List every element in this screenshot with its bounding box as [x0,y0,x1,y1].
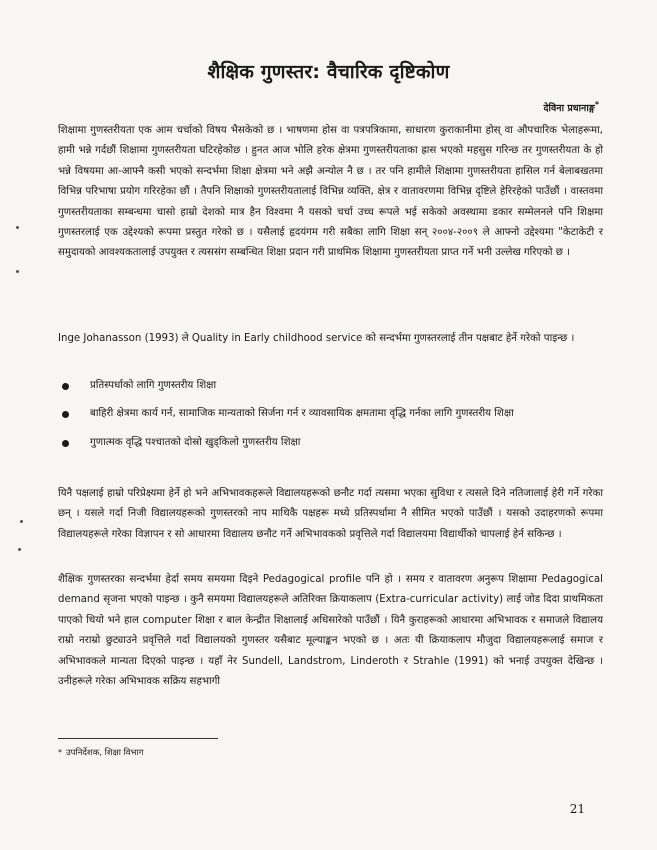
bullet-icon [62,411,69,418]
bullet-icon [62,383,69,390]
footnote-text: उपनिर्देशक, शिक्षा विभाग [66,748,144,758]
list-item [58,376,603,396]
bullet-icon [62,440,69,447]
scan-speck [16,226,19,229]
footnote-divider [58,738,218,739]
list-item [58,433,603,453]
paragraph-3: यिनै पक्षलाई हाम्रो परिप्रेक्ष्यमा हेर्ने हो भने अभिभावकहरूले विद्यालयहरूको छनौट गर्दा त्यसमा भएका सुविधा र त्यसले दिने नतिजालाई हेरी गर्ने गरेका छन् । यसले गर्दा निजी विद्यालयहरूको गुणस्तरको नाप माथिकै पक्षहरू मध्ये प्रतिस्पर्धामा नै सीमित भएको पाउँछौं । यसको उदाहरणको रूपमा विद्यालयहरूले गरेका विज्ञापन र सो आधारमा विद्यालय छनौट गर्ने अभिभावकको प्रवृत्तिले गर्दा विद्यालयमा विद्यार्थीको चापलाई हेर्न सकिन्छ । [58,488,603,540]
author-text: देविना प्रधानाङ्ग [543,103,595,115]
bullet-text: प्रतिस्पर्धाको लागि गुणस्तरीय शिक्षा [90,380,217,391]
paragraph-2: Inge Johanasson (1993) ले Quality in Early childhood service को सन्दर्भमा गुणस्तरलाई तीन पक्षबाट हेर्ने गरेको पाइन्छ । [58,333,575,344]
author-footnote-mark: * [594,100,599,109]
author-name [544,100,599,114]
paragraph-1: शिक्षामा गुणस्तरीयता एक आम चर्चाको विषय भैसकेको छ । भाषणमा होस वा पत्रपत्रिकामा, साधारण कुराकानीमा होस् वा औपचारिक भेलाहरूमा, हामी भन्ने गर्दछौं शिक्षामा गुणस्तरीयता घटिरहेकोछ । हुनत आज भोलि हरेक क्षेत्रमा गुणस्तरीयताका ह्रास भएको महसुस गरिन्छ तर गुणस्तरीयता के हो भन्ने विषयमा आ-आफ्नै कसी भएको सन्दर्भमा शिक्षा क्षेत्रमा भने अझै अन्योल नै छ । तर पनि हामीले शिक्षामा गुणस्तरीयता हासिल गर्न बेलाबखतमा विभिन्न परिभाषा प्रयोग गरिरहेका छौं । तैपनि शिक्षाको गुणस्तरीयतालाई विभिन्न व्यक्ति, क्षेत्र र वातावरणमा विभिन्न दृष्टिले हेरिरहेको पाउँछौं । वास्तवमा गुणस्तरीयताका सम्बन्धमा चासो हाम्रो देशको मात्र हैन विश्वमा नै यसको चर्चा उच्च रूपले भई सकेको अवस्थामा डकार सम्मेलनले पनि शिक्षमा गुणस्तरलाई एक उद्देश्यको रूपमा प्रस्तुत गरेको छ । यसैलाई हृदयंगम गरी सबैका लागि शिक्षा सन् २००४-२००९ ले आफ्नो उद्देश्यमा "केटाकेटी र समुदायको आवश्यकतालाई उपयुक्त र त्यससंग सम्बन्धित शिक्षा प्रदान गरी प्राथमिक शिक्षामा गुणस्तरीयता प्राप्त गर्ने भनी उल्लेख गरिएको छ । [58,125,603,259]
paragraph-4: शैक्षिक गुणस्तरका सन्दर्भमा हेर्दा समय समयमा दिइने Pedagogical profile पनि हो । समय र वातावरण अनुरूप शिक्षामा Pedagogical demand सृजना भएको पाइन्छ । कुनै समयमा विद्यालयहरूले अतिरिक्त क्रियाकलाप (Extra-curricular activity) लाई जोड दिदा प्राथमिकता पाएको थियो भने हाल computer शिक्षा र बाल केन्द्रीत शिक्षालाई अधिसारेको पाउँछौं । यिनै कुराहरूको आधारमा अभिभावक र समाजले विद्यालय राम्रो नराम्रो छुट्याउने प्रवृत्तिले गर्दा विद्यालयको गुणस्तर यसैबाट मूल्याङ्कन भएको छ । अतः यी क्रियाकलाप मौजुदा विद्यालयहरूलाई समाज र अभिभावकले मान्यता दिएको पाइन्छ । यहाँ नेर Sundell, Landstrom, Linderoth र Strahle (1991) को भनाई उपयुक्त देखिन्छ । उनीहरूले गरेका अभिभावक सक्रिय सहभागी [58,574,603,688]
scan-speck [20,520,23,523]
list-item [58,404,603,424]
footnote [58,747,144,758]
scan-speck [16,270,19,273]
page-title: शैक्षिक गुणस्तर: वैचारिक दृष्टिकोण [207,61,450,83]
bullet-text: गुणात्मक वृद्धि पश्चातको दोस्रो खुड्किलो गुणस्तरीय शिक्षा [90,436,301,448]
bullet-list [58,376,603,461]
bullet-text: बाहिरी क्षेत्रमा कार्य गर्न, सामाजिक मान्यताको सिर्जना गर्न र व्यावसायिक क्षमतामा वृद्धि गर्नका लागि गुणस्तरीय शिक्षा [90,408,514,420]
scan-speck [18,548,21,551]
page-number: 21 [569,802,585,816]
footnote-mark: * [58,748,62,757]
